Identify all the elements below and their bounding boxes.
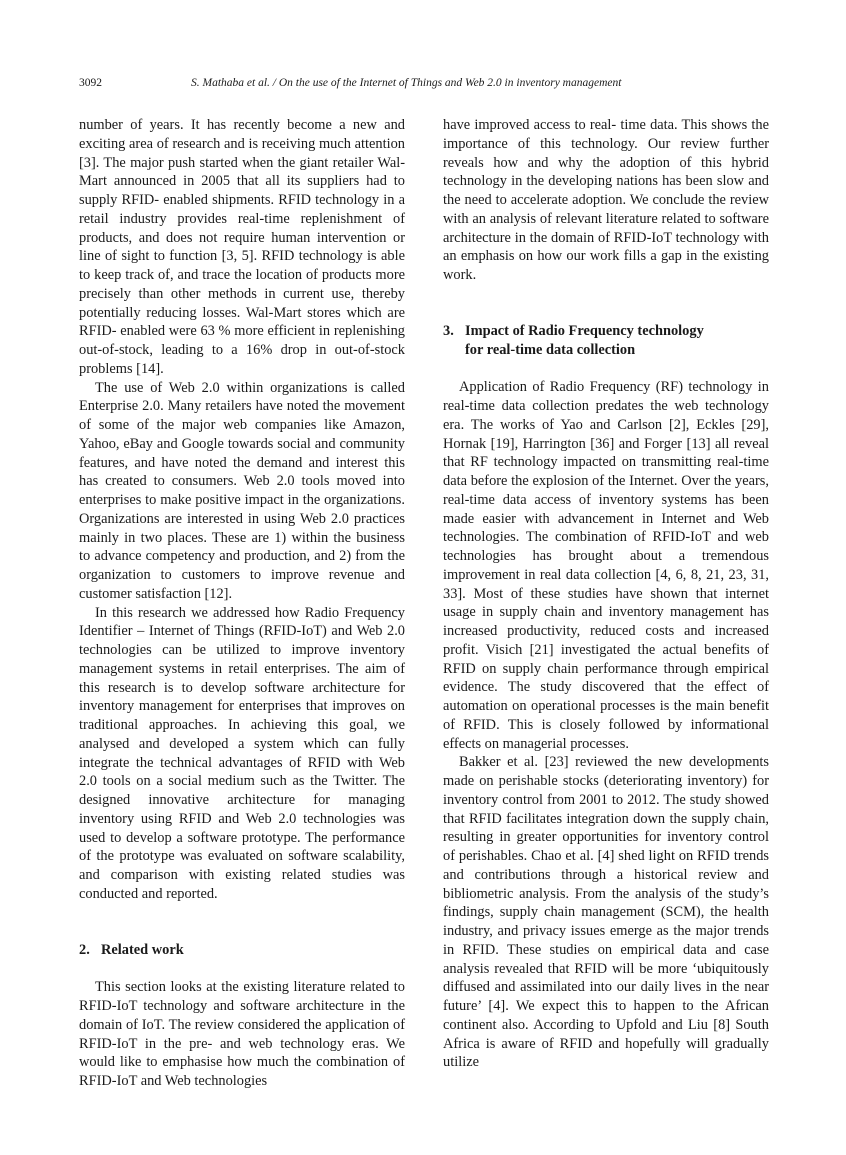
- section-number: 2.: [79, 941, 90, 958]
- section-heading-related-work: [79, 941, 405, 960]
- left-column: [79, 116, 405, 1091]
- paragraph: Application of Radio Frequency (RF) technology in real-time data collection predates the web technology era. The works of Yao and Carlson [2], Eckles [29], Hornak [19], Harrington [36] and Forger [13] all reveal that RF technology impacted on transmitting real-time data before the explosion of the Internet. Over the years, real-time data access of inventory systems has been made easier with advancement in Internet and Web technologies. The combination of RFID-IoT and web technologies has brought about a tremendous improvement in real data collection [4, 6, 8, 21, 23, 31, 33]. Most of these studies have shown that internet usage in supply chain and inventory management has increased productivity, reduced costs and increased profit. Visich [21] investigated the actual benefits of RFID on supply chain performance through empirical evidence. The study discovered that the effect of automation on operational processes is the main benefit of RFID. This is closely followed by informational effects on managerial processes.: [443, 379, 769, 752]
- running-title: S. Mathaba et al. / On the use of the Internet of Things and Web 2.0 in inventory management: [191, 77, 622, 89]
- running-header: [79, 77, 769, 93]
- page-number: 3092: [79, 77, 102, 89]
- paragraph: In this research we addressed how Radio Frequency Identifier – Internet of Things (RFID-IoT) and Web 2.0 technologies can be utilized to improve inventory management systems in retail enterprises. The aim of this research is to develop software architecture for inventory management for enterprises that improves on traditional approaches. In achieving this goal, we analysed and developed a system which can fully integrate the technical advantages of RFID with Web 2.0 tools on a social medium such as the Twitter. The designed innovative architecture for managing inventory using RFID and Web 2.0 technologies was used to develop a software prototype. The performance of the prototype was evaluated on software scalability, and comparison with existing related studies was conducted and reported.: [79, 604, 405, 902]
- paragraph: number of years. It has recently become a new and exciting area of research and is receiving much attention [3]. The major push started when the giant retailer Wal-Mart announced in 2005 that all its suppliers had to supply RFID- enabled shipments. RFID technology in a retail industry provides real-time replenishment of products, and does not require human intervention or line of sight to function [3, 5]. RFID technology is able to keep track of, and trace the location of products more precisely than other methods in current use, thereby potentially reducing losses. Wal-Mart stores which are RFID- enabled were 63 % more efficient in replenishing out-of-stock, leading to a 16% drop in out-of-stock problems [14].: [79, 117, 405, 377]
- paragraph: have improved access to real- time data. This shows the importance of this technology. Our review further reveals how and why the adoption of this hybrid technology in the developing nations has been slow and the need to accelerate adoption. We conclude the review with an analysis of relevant literature related to software architecture in the domain of RFID-IoT technology with an emphasis on how our work fills a gap in the existing work.: [443, 117, 769, 283]
- paragraph: Bakker et al. [23] reviewed the new developments made on perishable stocks (deteriorating inventory) for inventory control from 2001 to 2012. The study showed that RFID facilitates integration down the supply chain, resulting in greater opportunities for inventory control of perishables. Chao et al. [4] shed light on RFID trends and contributions through a historical review and bibliometric analysis. From the analysis of the study’s findings, supply chain management (SCM), the health industry, and privacy issues emerge as the major trends in RFID. These studies on empirical data and case analysis revealed that RFID will be more ‘ubiquitously diffused and assimilated into our daily lives in the near future’ [4]. We expect this to happen to the African continent also. According to Upfold and Liu [8] South Africa is aware of RFID and hopefully will gradually utilize: [443, 754, 769, 1071]
- section-number: 3.: [443, 322, 454, 339]
- section-heading-impact-rf: [443, 322, 769, 360]
- paragraph: This section looks at the existing literature related to RFID-IoT technology and software architecture in the domain of IoT. The review considered the application of RFID-IoT in the pre- and web technology eras. We would like to emphasise how much the combination of RFID-IoT and Web technologies: [79, 979, 405, 1089]
- paragraph: The use of Web 2.0 within organizations is called Enterprise 2.0. Many retailers have noted the movement of some of the major web companies like Amazon, Yahoo, eBay and Google towards social and community features, and have noted the demand and interest this has created to consumers. Web 2.0 tools moved into enterprises to make positive impact in the organizations. Organizations are interested in using Web 2.0 practices mainly in two places. These are 1) within the business to advance competency and production, and 2) from the organization to customers to improve revenue and customer satisfaction [12].: [79, 379, 405, 602]
- section-title-line2: for real-time data collection: [465, 341, 636, 358]
- right-column: [443, 116, 769, 1072]
- section-title: Related work: [101, 941, 184, 958]
- section-title-line1: Impact of Radio Frequency technology: [465, 322, 704, 339]
